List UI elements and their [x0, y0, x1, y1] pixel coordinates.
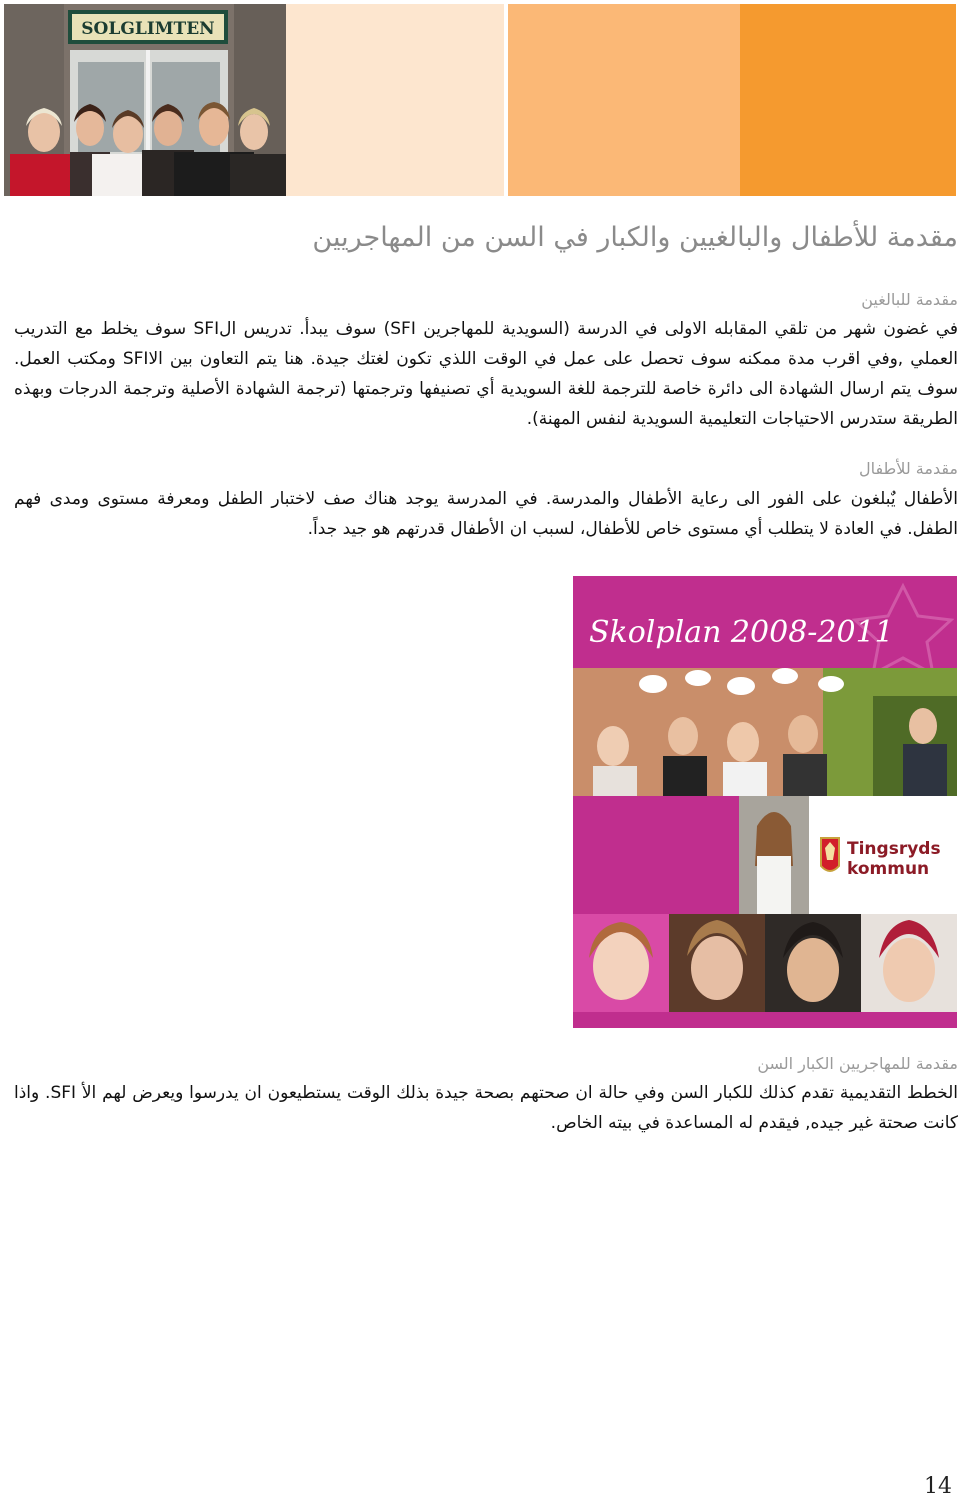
skolplan-brochure-image [573, 576, 957, 1028]
section-heading-children: مقدمة للأطفال [858, 459, 958, 478]
section-body-adults: في غضون شهر من تلقي المقابله الاولى في الدرسة (السويدية للمهاجرين SFI) سوف يبدأ. تدريس الSFI سوف يخلط مع التدريب العملي ,وفي اقرب مدة ممكنه سوف تحصل على عمل في الوقت اللذي تكون لغتك جيدة. هنا يتم التعاون بين الاSFI ومكتب العمل. سوف يتم ارسال الشهادة الى دائرة خاصة للترجمة للغة السويدية أي تصنيفها وترجمتها (ترجمة الشهادة الأصلية وترجمة الدرجات وبهذه الطريقة ستدرس الاحتياجات التعليمية السويدية لنفس المهنة). [14, 319, 959, 429]
section-body-elderly: الخطط التقديمية تقدم كذلك للكبار السن وفي حالة ان صحتهم بصحة جيدة بذلك الوقت يستطيعون ان يدرسوا ويعرض لهم الأ SFI. واذا كانت صحتة غير جيده, فيقدم له المساعدة في بيته الخاص. [14, 1083, 958, 1133]
banner-color-block-orange [740, 4, 956, 196]
banner-color-block-light [286, 4, 504, 196]
header-banner [4, 4, 956, 196]
children-faces-photo [573, 914, 957, 1012]
girl-photo [739, 796, 809, 914]
students-photo [573, 668, 957, 796]
banner-color-block-peach [508, 4, 740, 196]
logo-text-line1: Tingsryds [847, 839, 941, 859]
page-number: 14 [924, 1474, 952, 1499]
section-body-children: الأطفال يٌبلغون على الفور الى رعاية الأطفال والمدرسة. في المدرسة يوجد هناك صف لاختبار الطفل ومعرفة مستوى ومدى فهم الطفل. في العادة لا يتطلب أي مستوى خاص للأطفال، لسبب ان الأطفال قدرتهم هو جيد جداً. [14, 489, 958, 539]
page-title: مقدمة للأطفال والبالغيين والكبار في السن من المهاجريين [312, 222, 958, 253]
brochure-illustration [573, 576, 957, 1028]
tingsryd-logo [809, 796, 957, 914]
staff-group-photo [4, 4, 286, 196]
brochure-title: Skolplan 2008-2011 [589, 615, 894, 650]
section-heading-elderly: مقدمة للمهاجريين الكبار السن [757, 1054, 958, 1073]
sign-text: SOLGLIMTEN [81, 19, 215, 39]
staff-photo-illustration [4, 4, 286, 196]
logo-text-line2: kommun [847, 859, 930, 879]
section-heading-adults: مقدمة للبالغين [861, 290, 958, 309]
